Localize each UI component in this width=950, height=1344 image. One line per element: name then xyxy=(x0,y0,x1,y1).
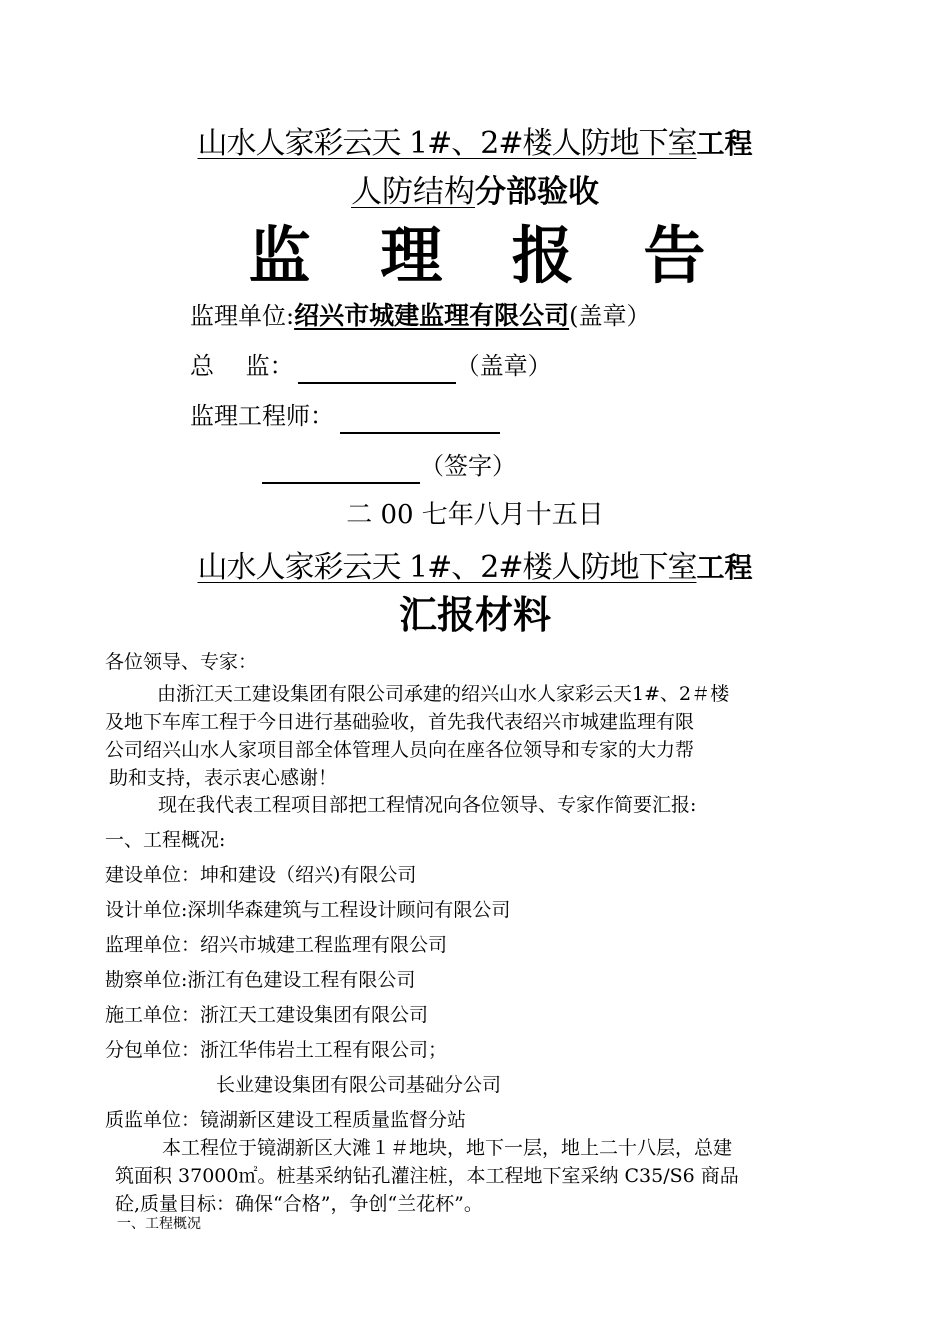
report-project-title xyxy=(0,546,950,590)
chief-label: 总 监： xyxy=(190,352,294,380)
summary-line: 筑面积 37000㎡。桩基采纳钻孔灌注桩，本工程地下室采纳 C35/S6 商品 xyxy=(115,1165,739,1187)
unit-contractor: 施工单位：浙江天工建设集团有限公司 xyxy=(105,1004,429,1026)
supervisor-unit-seal: (盖章） xyxy=(569,302,651,330)
engineer-row xyxy=(190,398,500,434)
sign-blank xyxy=(262,454,420,484)
lead-in: 现在我代表工程项目部把工程情况向各位领导、专家作简要汇报: xyxy=(158,794,697,816)
unit-construction: 建设单位：坤和建设（绍兴)有限公司 xyxy=(105,864,417,886)
summary-line: 本工程位于镜湖新区大滩１＃地块，地下一层，地上二十八层，总建 xyxy=(162,1137,733,1159)
summary-paragraph xyxy=(115,1134,835,1218)
engineer-signature-blank xyxy=(340,404,500,434)
unit-survey: 勘察单位:浙江有色建设工程有限公司 xyxy=(105,969,416,991)
chief-seal: （盖章） xyxy=(455,352,552,380)
sign-note: （签字） xyxy=(420,452,516,480)
intro-line: 公司绍兴山水人家项目部全体管理人员向在座各位领导和专家的大力帮 xyxy=(105,739,695,761)
unit-quality: 质监单位：镜湖新区建设工程质量监督分站 xyxy=(105,1109,467,1131)
cover-project-title xyxy=(0,122,950,166)
chief-row xyxy=(190,348,552,384)
cover-subtitle xyxy=(0,170,950,214)
intro-paragraph xyxy=(105,680,835,792)
chief-signature-blank xyxy=(298,354,456,384)
cover-date: 二 00 七年八月十五日 xyxy=(346,500,604,530)
section-heading: 一、工程概况: xyxy=(105,829,226,851)
unit-design: 设计单位:深圳华森建筑与工程设计顾问有限公司 xyxy=(105,899,511,921)
intro-line: 由浙江天工建设集团有限公司承建的绍兴山水人家彩云天1#、2＃楼 xyxy=(157,683,730,705)
unit-subcontract-2: 长业建设集团有限公司基础分公司 xyxy=(216,1074,502,1096)
cover-project-suffix: 工程 xyxy=(696,127,753,160)
sign-row xyxy=(262,448,516,484)
summary-line: 砼,质量目标：确保“合格”，争创“兰花杯”。 xyxy=(115,1193,483,1215)
report-material-title: 汇报材料 xyxy=(398,593,551,637)
intro-line: 助和支持，表示衷心感谢！ xyxy=(109,767,338,789)
intro-line: 及地下车库工程于今日进行基础验收，首先我代表绍兴市城建监理有限 xyxy=(105,711,695,733)
cover-project-name: 山水人家彩云天 1#、2#楼人防地下室 xyxy=(197,126,697,161)
greeting: 各位领导、专家： xyxy=(105,651,258,673)
engineer-label: 监理工程师： xyxy=(190,402,334,430)
cover-subtitle-rest: 分部验收 xyxy=(475,174,599,210)
supervisor-unit-value: 绍兴市城建监理有限公司 xyxy=(294,301,570,330)
supervisor-unit-row xyxy=(190,298,650,334)
report-project-name: 山水人家彩云天 1#、2#楼人防地下室 xyxy=(197,550,697,585)
report-project-suffix: 工程 xyxy=(696,551,753,584)
cover-subtitle-underlined: 人防结构 xyxy=(351,174,475,210)
footer-heading: 一、工程概况 xyxy=(117,1216,201,1232)
unit-subcontract: 分包单位：浙江华伟岩土工程有限公司； xyxy=(105,1039,448,1061)
unit-supervision: 监理单位：绍兴市城建工程监理有限公司 xyxy=(105,934,448,956)
supervisor-unit-label: 监理单位: xyxy=(190,302,295,330)
report-title: 监 理 报 告 xyxy=(248,219,730,292)
